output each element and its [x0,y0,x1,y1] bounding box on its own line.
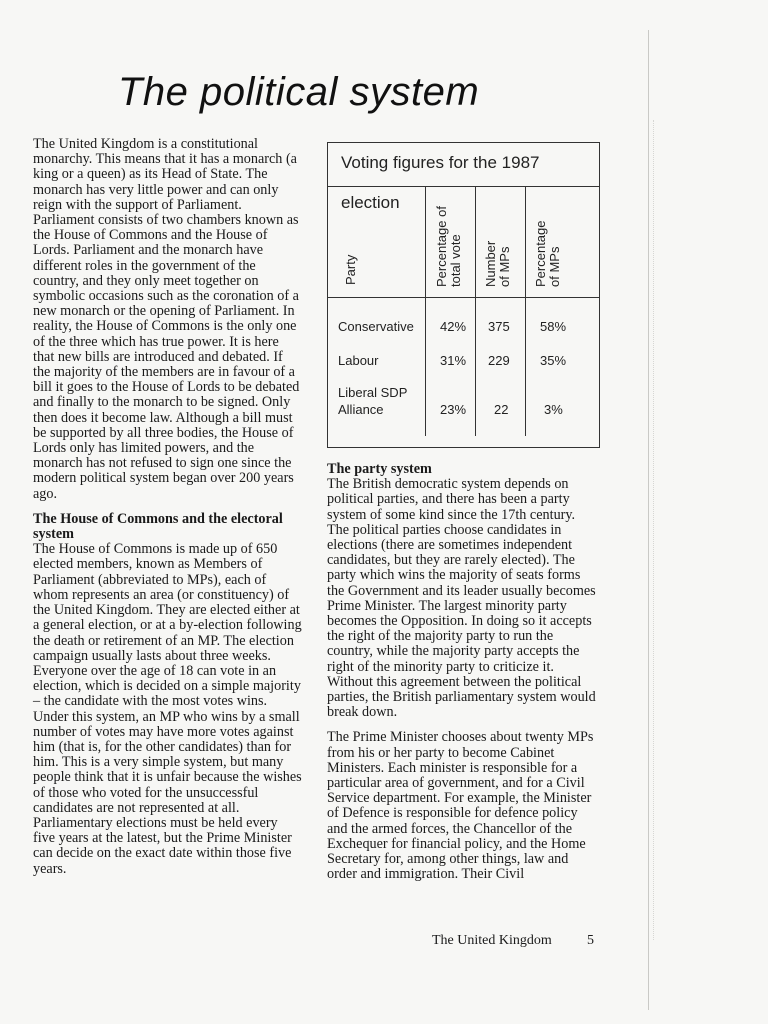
section-heading-house-of-commons: The House of Commons and the electoral system [33,510,283,543]
page-title: The political system [118,70,480,114]
row-conservative-pct-vote: 42% [440,319,467,334]
right-column [327,462,599,892]
row-alliance-pct-mps: 3% [544,402,563,417]
house-of-commons-paragraph: The House of Commons is made up of 650 elected members, known as Members of Parliament (abbreviated to MPs), each of whom represents an area (or constituency) of the United Kingdom. They are elected either at a general election, or at a by-election following the death or retirement of an MP. The election campaign usually lasts about three weeks. Everyone over the age of 18 can vote in an election, which is decided on a simple majority – the candidate with the most votes wins. Under this system, an MP who wins by a small number of votes may have more votes against him (that is, for the other candidates) than for him. This is a very simple system, but many people think that it is unfair because the wishes of those who voted for the unsuccessful candidates are not represented at all. Parliamentary elections must be held every five years at the latest, but the Prime Minister can decide on the exact date within those five years. [33,541,302,877]
header-divider [328,297,599,298]
header-num-mps: Number of MPs [483,240,512,287]
header-party: Party [343,254,358,285]
party-system-paragraph-2: The Prime Minister chooses about twenty MPs from his or her party to become Cabinet Ministers. Each minister is responsible for a particular area of government, and for a Civil Service department. For example, the Minister of Defence is responsible for defence policy and the armed forces, the Chancellor of the Exchequer for financial policy, and the Home Secretary for, among other things, law and order and immigration. Their Civil [327,729,594,883]
row-alliance-mps: 22 [494,402,509,417]
intro-paragraph: The United Kingdom is a constitutional monarchy. This means that it has a monarch (a king or a queen) as its Head of State. The monarch has very little power and can only reign with the support of Parliament. Parliament consists of two chambers known as the House of Commons and the House of Lords. Parliament and the monarch have different roles in the government of the country, and they only meet together on symbolic occasions such as the coronation of a new monarch or the opening of Parliament. In reality, the House of Commons is the only one of the three which has true power. It is here that new bills are introduced and debated. If the majority of the members are in favour of a bill it goes to the House of Lords to be debated and finally to the monarch to be signed. Only then does it become law. Although a bill must be supported by all three bodies, the House of Lords only has limited powers, and the monarch has not refused to sign one since the modern political system began over 200 years ago. [33,136,300,502]
row-conservative-party: Conservative [338,319,414,334]
row-alliance-party-line1: Liberal SDP [338,385,408,400]
left-column [33,137,303,887]
column-divider [475,187,476,436]
footer-book-title: The United Kingdom [432,933,552,948]
row-labour-pct-mps: 35% [540,353,567,368]
row-labour-pct-vote: 31% [440,353,467,368]
row-alliance-pct-vote: 23% [440,402,467,417]
row-conservative-mps: 375 [488,319,510,334]
table-title: Voting figures for the 1987 election [328,143,599,187]
section-heading-party-system: The party system [327,461,432,477]
header-pct-vote: Percentage of total vote [434,206,463,287]
column-divider [425,187,426,436]
row-labour-party: Labour [338,353,379,368]
voting-figures-table [327,142,600,448]
page-edge-line [648,30,649,1010]
party-system-paragraph-1: The British democratic system depends on political parties, and there has been a party system of some kind since the 17th century. The political parties choose candidates in elections (there are sometimes independent candidates, but they are rarely elected). The party which wins the majority of seats forms the Government and its leader usually becomes Prime Minister. The largest minority party becomes the Opposition. In doing so it accepts the right of the majority party to run the country, while the majority party accepts the right of the minority party to criticize it. Without this agreement between the political parties, the British parliamentary system would break down. [327,476,596,721]
row-labour-mps: 229 [488,353,510,368]
column-divider [525,187,526,436]
row-conservative-pct-mps: 58% [540,319,567,334]
header-pct-mps: Percentage of MPs [533,220,562,287]
page-edge-dots [653,120,654,940]
row-alliance-party-line2: Alliance [338,402,384,417]
footer-page-number: 5 [587,933,594,948]
table-grid [328,187,599,436]
